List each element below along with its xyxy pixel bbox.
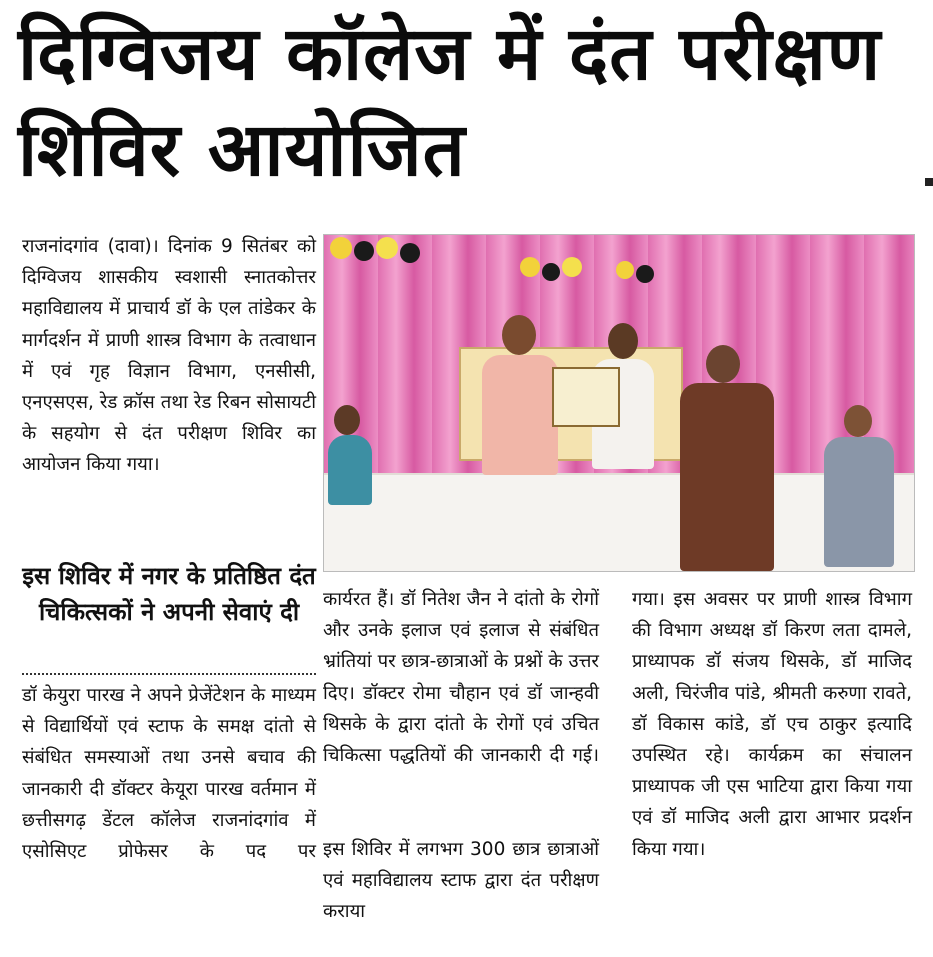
article-paragraph-intro: राजनांदगांव (दावा)। दिनांक 9 सितंबर को दिग्विजय शासकीय स्वशासी स्नातकोत्तर महाविद्यालय में प्राचार्य डॉ के एल तांडेकर के मार्गदर्शन में प्राणी शास्त्र विभाग के तत्वाधान में एवं गृह विज्ञान विभाग, एनसीसी, एनएसएस, रेड क्रॉस तथा रेड रिबन सोसायटी के सहयोग से दंत परीक्षण शिविर का आयोजन किया गया।: [22, 236, 316, 476]
edge-mark: [925, 178, 933, 186]
event-photo: [323, 234, 915, 572]
dotted-divider: [22, 673, 316, 675]
balloon: [354, 241, 374, 261]
balloon: [616, 261, 634, 279]
balloon: [520, 257, 540, 277]
balloon: [636, 265, 654, 283]
balloon: [400, 243, 420, 263]
memento-frame: [552, 367, 620, 427]
balloon: [542, 263, 560, 281]
subheading: इस शिविर में नगर के प्रतिष्ठित दंत चिकित्सकों ने अपनी सेवाएं दी: [22, 562, 316, 626]
article-paragraph-doctors: कार्यरत हैं। डॉ नितेश जैन ने दांतो के रोगों और उनके इलाज एवं इलाज से संबंधित भ्रांतियां पर छात्र-छात्राओं के प्रश्नों के उत्तर दिए। डॉक्टर रोमा चौहान एवं डॉ जान्हवी थिसके के द्वारा दांतो के रोगों एवं उचित चिकित्सा पद्धतियों की जानकारी दी गई।: [323, 589, 599, 767]
article-paragraph-participation: इस शिविर में लगभग 300 छात्र छात्राओं एवं महाविद्यालय स्टाफ द्वारा दंत परीक्षण कराया: [323, 839, 599, 923]
balloon: [330, 237, 352, 259]
balloon: [376, 237, 398, 259]
article-paragraph-presentation: डॉ केयुरा पारख ने अपने प्रेजेंटेशन के माध्यम से विद्यार्थियों एवं स्टाफ के समक्ष दांतो से संबंधित समस्याओं तथा उनसे बचाव की जानकारी दी डॉक्टर केयूरा पारख वर्तमान में छत्तीसगढ़ डेंटल कॉलेज राजनांदगांव में एसोसिएट प्रोफेसर के पद पर: [22, 685, 316, 863]
headline: दिग्विजय कॉलेज में दंत परीक्षण शिविर आयोजित: [18, 11, 882, 193]
article-paragraph-attendees: गया। इस अवसर पर प्राणी शास्त्र विभाग की विभाग अध्यक्ष डॉ किरण लता दामले, प्राध्यापक डॉ संजय थिसके, डॉ माजिद अली, चिरंजीव पांडे, श्रीमती करुणा रावते, डॉ विकास कांडे, डॉ एच ठाकुर इत्यादि उपस्थित रहे। कार्यक्रम का संचालन प्राध्यापक जी एस भाटिया द्वारा किया गया एवं डॉ माजिद अली द्वारा आभार प्रदर्शन किया गया।: [632, 589, 912, 860]
balloon: [562, 257, 582, 277]
